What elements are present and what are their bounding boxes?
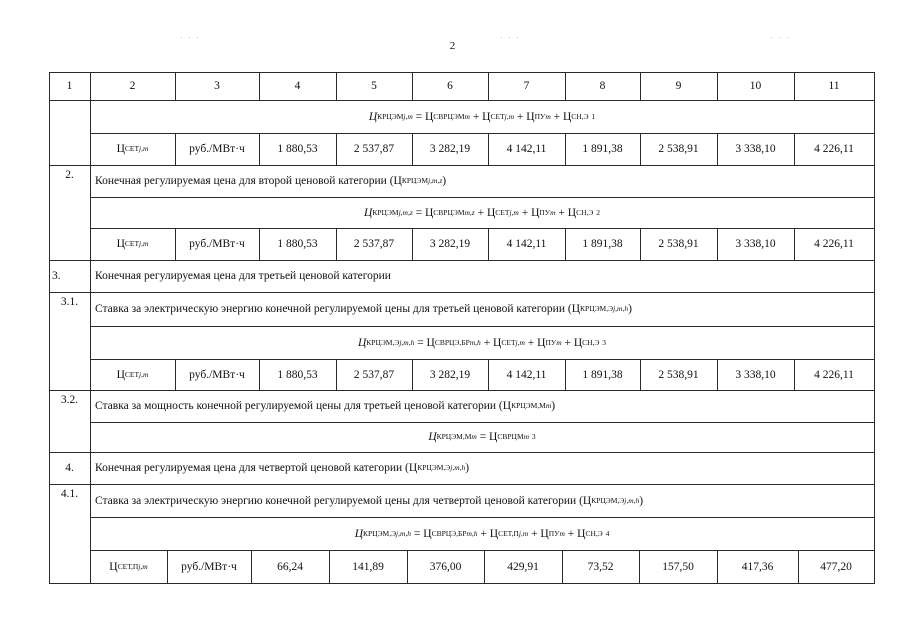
column-number: 1 [66,80,73,92]
value-cell: 3 282,19 [429,368,471,381]
tariff-symbol: Ц СЕТ j,m [116,368,149,381]
value-cell: 1 891,38 [582,238,623,250]
tariff-symbol: Ц СЕТ,П j,m [109,560,148,573]
unit-cell: руб./МВт·ч [189,143,245,155]
value-cell: 2 538,91 [658,368,699,381]
value-cell: 141,89 [352,560,384,573]
formula-third-category-capacity: Ц КРЦЭМ,М m = Ц СВРЦМ m 3 [428,431,536,443]
value-cell: 1 880,53 [277,238,318,250]
value-cell: 2 538,91 [658,143,699,155]
section-number: 2. [65,169,74,181]
tariff-table [49,72,875,584]
value-cell: 429,91 [507,560,539,573]
section-title: Конечная регулируемая цена для второй ценовой категории (Ц КРЦЭМ j,m,z ) [95,175,447,187]
unit-cell: руб./МВт·ч [181,560,237,573]
section-number: 4. [65,462,74,474]
value-cell: 2 538,91 [658,238,699,250]
value-cell: 1 880,53 [277,143,318,155]
value-cell: 3 338,10 [735,238,776,250]
value-cell: 3 282,19 [429,238,471,250]
tariff-symbol: Ц СЕТ j,m [116,143,149,155]
value-cell: 2 537,87 [353,368,395,381]
value-cell: 4 226,11 [814,368,854,381]
scan-specks: · · · [180,34,201,42]
section-number: 3.2. [60,394,79,406]
formula-first-category: Ц КРЦЭМ j,m = Ц СВРЦЭМ m + Ц СЕТ j,m + Ц ПУ m + Ц СН,Э 1 [368,110,596,123]
unit-cell: руб./МВт·ч [189,368,245,381]
column-number: 4 [294,80,301,92]
column-number: 3 [214,80,220,92]
column-number: 7 [523,80,530,92]
value-cell: 4 142,11 [506,238,547,250]
formula-fourth-category-energy: Ц КРЦЭМ,Э j,m,h = Ц СВРЦЭ,БР m,h + Ц СЕТ,П j,m + Ц ПУ m + Ц СН,Э 4 [354,527,610,540]
column-number: 10 [749,80,762,92]
unit-cell: руб./МВт·ч [189,238,245,250]
column-number: 8 [599,80,606,92]
value-cell: 3 338,10 [735,143,776,155]
value-cell: 4 142,11 [506,368,547,381]
column-number: 9 [675,80,682,92]
value-cell: 2 537,87 [353,238,395,250]
column-number: 11 [828,80,840,92]
section-title: Конечная регулируемая цена для четвертой ценовой категории (Ц КРЦЭМ,Э j,m,h ) [95,462,470,474]
value-cell: 4 226,11 [814,238,854,250]
section-number: 3. [52,270,61,282]
value-cell: 3 338,10 [735,368,776,381]
section-title: Ставка за электрическую энергию конечной регулируемой цены для третьей ценовой категории (Ц КРЦЭМ,Э j,m,h ) [95,303,632,315]
value-cell: 1 891,38 [582,368,623,381]
formula-third-category-energy: Ц КРЦЭМ,Э j,m,h = Ц СВРЦЭ,БР m,h + Ц СЕТ j,m + Ц ПУ m + Ц СН,Э 3 [357,336,607,349]
scan-specks: · · · [770,34,791,42]
value-cell: 1 880,53 [277,368,318,381]
column-number: 6 [447,80,453,92]
section-title: Ставка за электрическую энергию конечной регулируемой цены для четвертой ценовой категории (Ц КРЦЭМ,Э j,m,h ) [95,494,644,507]
section-title: Конечная регулируемая цена для третьей ценовой категории [95,270,391,282]
formula-second-category: Ц КРЦЭМ j,m,z = Ц СВРЦЭМ m,z + Ц СЕТ j,m + Ц ПУ m + Ц СН,Э 2 [364,206,600,219]
page-number: 2 [449,40,456,52]
section-number: 3.1. [60,296,79,308]
value-cell: 4 142,11 [506,143,547,155]
column-number: 5 [371,80,377,92]
value-cell: 4 226,11 [814,143,854,155]
value-cell: 417,36 [741,560,774,573]
value-cell: 66,24 [277,560,303,573]
value-cell: 477,20 [820,560,852,573]
value-cell: 2 537,87 [353,143,395,155]
section-title: Ставка за мощность конечной регулируемой цены для третьей ценовой категории (Ц КРЦЭМ,М m ) [95,400,556,412]
value-cell: 3 282,19 [429,143,471,155]
section-number: 4.1. [60,488,79,500]
column-number: 2 [129,80,136,92]
value-cell: 157,50 [662,560,694,573]
value-cell: 1 891,38 [582,143,623,155]
scan-specks: · · · [500,34,521,42]
tariff-symbol: Ц СЕТ j,m [116,238,149,250]
value-cell: 376,00 [429,560,462,573]
value-cell: 73,52 [587,560,614,573]
